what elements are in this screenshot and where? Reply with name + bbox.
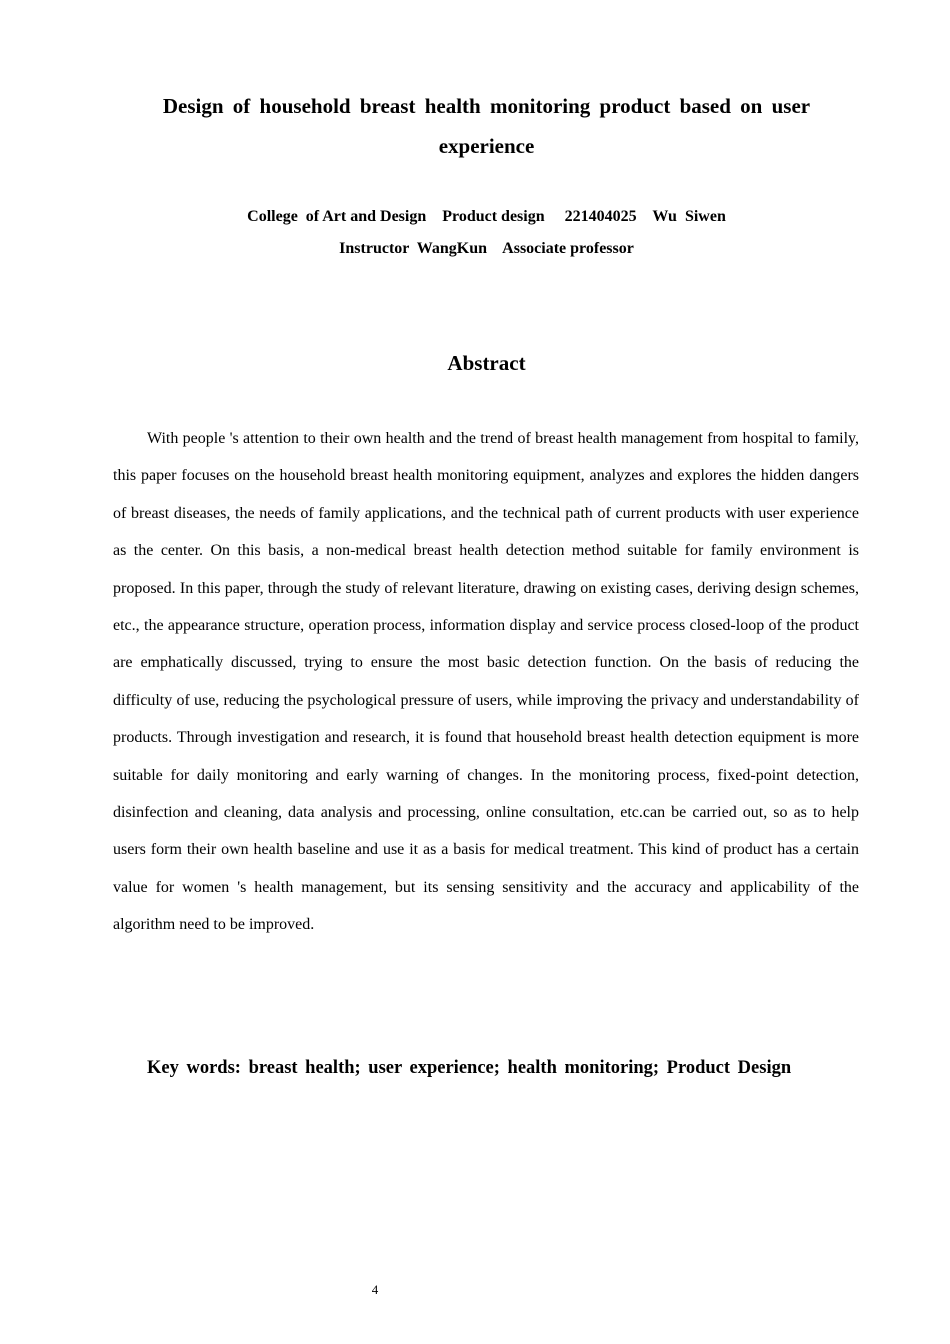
abstract-body: With people 's attention to their own health and the trend of breast health management from hospital to family, this paper focuses on the household breast health monitoring equipment, analyzes and explores the hidden dangers of breast diseases, the needs of family applications, and the technical path of current products with user experience as the center. On this basis, a non-medical breast health detection method suitable for family environment is proposed. In this paper, through the study of relevant literature, drawing on existing cases, deriving design schemes, etc., the appearance structure, operation process, information display and service process closed-loop of the product are emphatically discussed, trying to ensure the most basic detection function. On the basis of reducing the difficulty of use, reducing the psychological pressure of users, while improving the privacy and understandability of products. Through investigation and research, it is found that household breast health detection equipment is more suitable for daily monitoring and early warning of changes. In the monitoring process, fixed-point detection, disinfection and cleaning, data analysis and processing, online consultation, etc.can be carried out, so as to help users form their own health baseline and use it as a basis for medical treatment. This kind of product has a certain value for women 's health management, but its sensing sensitivity and the accuracy and applicability of the algorithm need to be improved. — [113, 430, 859, 934]
paper-title: Design of household breast health monitoring product based on user experience — [162, 94, 811, 158]
author-affiliation-line: College of Art and Design Product design 221404025 Wu Siwen — [247, 208, 726, 225]
abstract-heading: Abstract — [447, 351, 526, 375]
instructor-line: Instructor WangKun Associate professor — [339, 240, 634, 257]
page-number: 4 — [371, 1282, 379, 1297]
keywords-line: Key words: breast health; user experience; health monitoring; Product Design — [147, 1058, 792, 1078]
